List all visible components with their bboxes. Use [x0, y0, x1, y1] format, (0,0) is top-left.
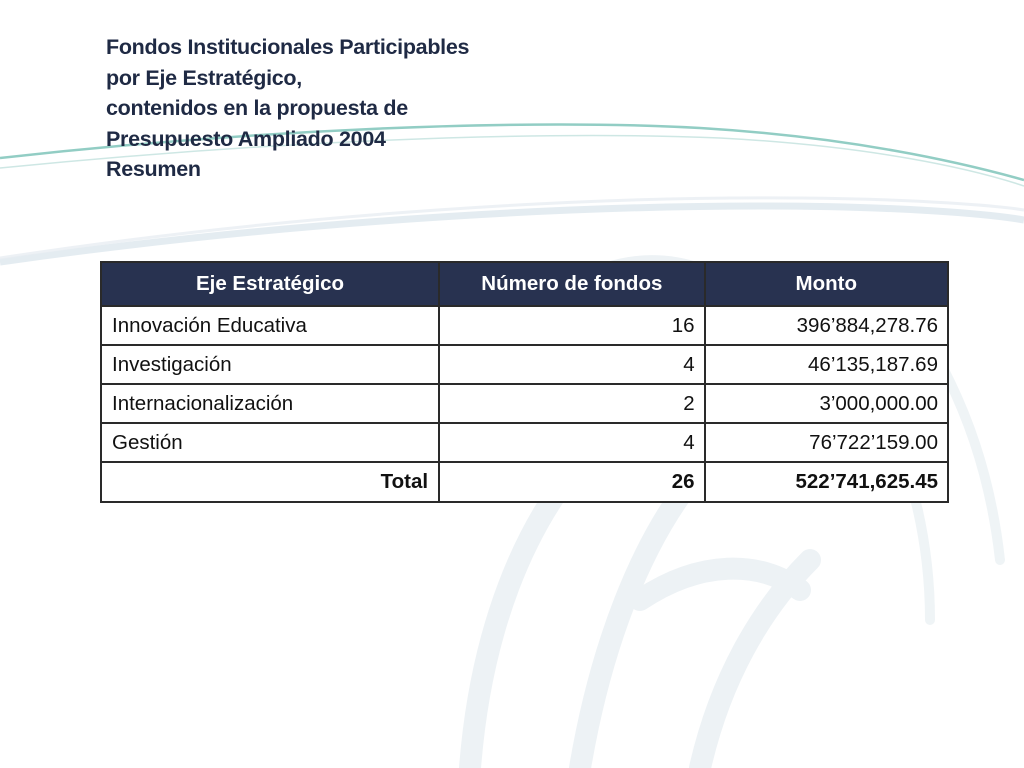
cell-eje: Internacionalización — [101, 384, 439, 423]
cell-monto: 46’135,187.69 — [705, 345, 948, 384]
table-row — [101, 345, 948, 384]
cell-monto: 76’722’159.00 — [705, 423, 948, 462]
cell-eje: Gestión — [101, 423, 439, 462]
summary-table-container — [100, 261, 949, 503]
table-total-row — [101, 462, 948, 502]
cell-fondos: 16 — [439, 306, 705, 345]
column-header-fondos: Número de fondos — [439, 262, 705, 306]
page-title — [106, 32, 469, 185]
cell-fondos: 4 — [439, 345, 705, 384]
total-fondos: 26 — [439, 462, 705, 502]
title-line: Fondos Institucionales Participables — [106, 35, 470, 59]
table-row — [101, 306, 948, 345]
cell-monto: 3’000,000.00 — [705, 384, 948, 423]
title-line: contenidos en la propuesta de — [106, 96, 408, 120]
column-header-monto: Monto — [705, 262, 948, 306]
title-line: Presupuesto Ampliado 2004 — [106, 126, 386, 151]
total-label: Total — [101, 462, 439, 502]
title-line: Resumen — [106, 157, 201, 181]
total-monto: 522’741,625.45 — [705, 462, 948, 502]
title-line: por Eje Estratégico, — [106, 65, 302, 90]
table-row — [101, 423, 948, 462]
cell-eje: Innovación Educativa — [101, 306, 439, 345]
cell-fondos: 2 — [439, 384, 705, 423]
cell-eje: Investigación — [101, 345, 439, 384]
summary-table — [100, 261, 949, 503]
cell-monto: 396’884,278.76 — [705, 306, 948, 345]
table-row — [101, 384, 948, 423]
table-header-row — [101, 262, 948, 306]
cell-fondos: 4 — [439, 423, 705, 462]
column-header-eje: Eje Estratégico — [101, 262, 439, 306]
